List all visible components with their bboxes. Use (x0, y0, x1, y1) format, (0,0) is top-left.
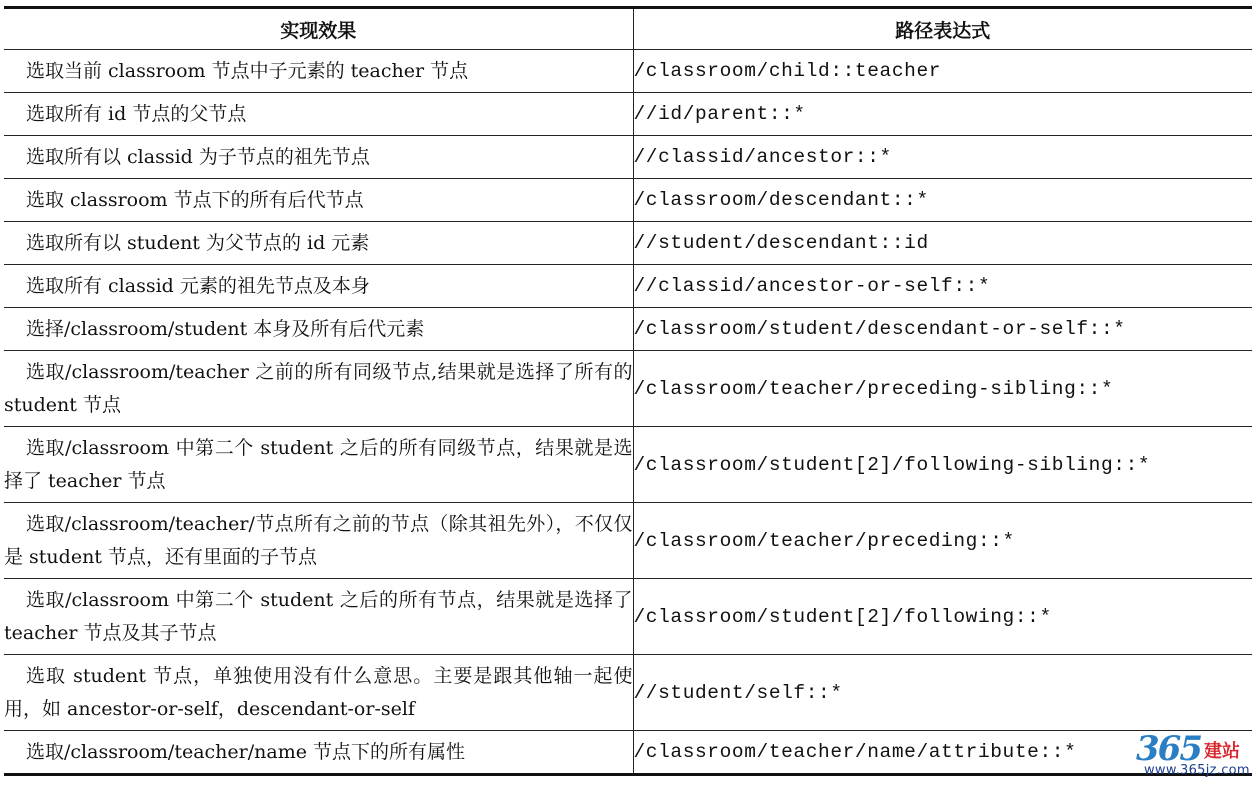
expression-cell: //classid/ancestor::* (633, 136, 1252, 179)
effect-cell (4, 222, 633, 265)
effect-cell (4, 50, 633, 93)
table-row (4, 351, 1252, 427)
expression-cell: //id/parent::* (633, 93, 1252, 136)
table-header-row (4, 8, 1252, 50)
table-row (4, 179, 1252, 222)
expression-cell: /classroom/child::teacher (633, 50, 1252, 93)
table-row (4, 655, 1252, 731)
effect-text: 选取当前 classroom 节点中子元素的 teacher 节点 (26, 59, 469, 82)
table-row (4, 50, 1252, 93)
expression-cell: /classroom/teacher/name/attribute::* (633, 731, 1252, 775)
effect-cell (4, 93, 633, 136)
expression-cell: //student/self::* (633, 655, 1252, 731)
expression-cell: //student/descendant::id (633, 222, 1252, 265)
effect-cell (4, 308, 633, 351)
effect-cell (4, 179, 633, 222)
effect-text: 选取/classroom/teacher/节点所有之前的节点（除其祖先外），不仅仅是 student 节点，还有里面的子节点 (4, 512, 633, 568)
table-row (4, 265, 1252, 308)
effect-cell (4, 731, 633, 775)
effect-text: 选取所有 id 节点的父节点 (26, 102, 247, 125)
table-row (4, 503, 1252, 579)
expression-cell: /classroom/student[2]/following::* (633, 579, 1252, 655)
expression-cell: /classroom/student[2]/following-sibling::* (633, 427, 1252, 503)
effect-cell (4, 351, 633, 427)
watermark-brand: 建站 (1204, 741, 1240, 762)
effect-text: 选取/classroom 中第二个 student 之后的所有节点，结果就是选择了 teacher 节点及其子节点 (4, 588, 633, 644)
effect-text: 选取 student 节点，单独使用没有什么意思。主要是跟其他轴一起使用，如 ancestor-or-self，descendant-or-self (4, 664, 633, 720)
effect-cell (4, 136, 633, 179)
table-row (4, 136, 1252, 179)
header-effect: 实现效果 (4, 8, 633, 50)
xpath-axis-table (4, 6, 1252, 776)
table-row (4, 308, 1252, 351)
table-row (4, 222, 1252, 265)
effect-cell (4, 579, 633, 655)
effect-text: 选取所有以 classid 为子节点的祖先节点 (26, 145, 370, 168)
effect-text: 选取/classroom/teacher 之前的所有同级节点,结果就是选择了所有的 student 节点 (4, 360, 633, 416)
table-row (4, 93, 1252, 136)
expression-cell: /classroom/teacher/preceding::* (633, 503, 1252, 579)
watermark-digits: 365 (1136, 729, 1201, 769)
effect-text: 选取/classroom 中第二个 student 之后的所有同级节点，结果就是选择了 teacher 节点 (4, 436, 633, 492)
expression-cell: /classroom/descendant::* (633, 179, 1252, 222)
header-expression: 路径表达式 (633, 8, 1252, 50)
effect-text: 选取 classroom 节点下的所有后代节点 (26, 188, 364, 211)
watermark-url: www.365jz.com (1144, 763, 1250, 778)
expression-cell: /classroom/student/descendant-or-self::* (633, 308, 1252, 351)
expression-cell: /classroom/teacher/preceding-sibling::* (633, 351, 1252, 427)
effect-cell (4, 265, 633, 308)
effect-text: 选取所有以 student 为父节点的 id 元素 (26, 231, 370, 254)
watermark-logo (1134, 729, 1252, 781)
table-row (4, 579, 1252, 655)
effect-text: 选取/classroom/teacher/name 节点下的所有属性 (26, 740, 466, 763)
table-row (4, 427, 1252, 503)
expression-cell: //classid/ancestor-or-self::* (633, 265, 1252, 308)
effect-text: 选择/classroom/student 本身及所有后代元素 (26, 317, 425, 340)
effect-cell (4, 655, 633, 731)
effect-cell (4, 503, 633, 579)
table-row (4, 731, 1252, 775)
effect-cell (4, 427, 633, 503)
effect-text: 选取所有 classid 元素的祖先节点及本身 (26, 274, 370, 297)
